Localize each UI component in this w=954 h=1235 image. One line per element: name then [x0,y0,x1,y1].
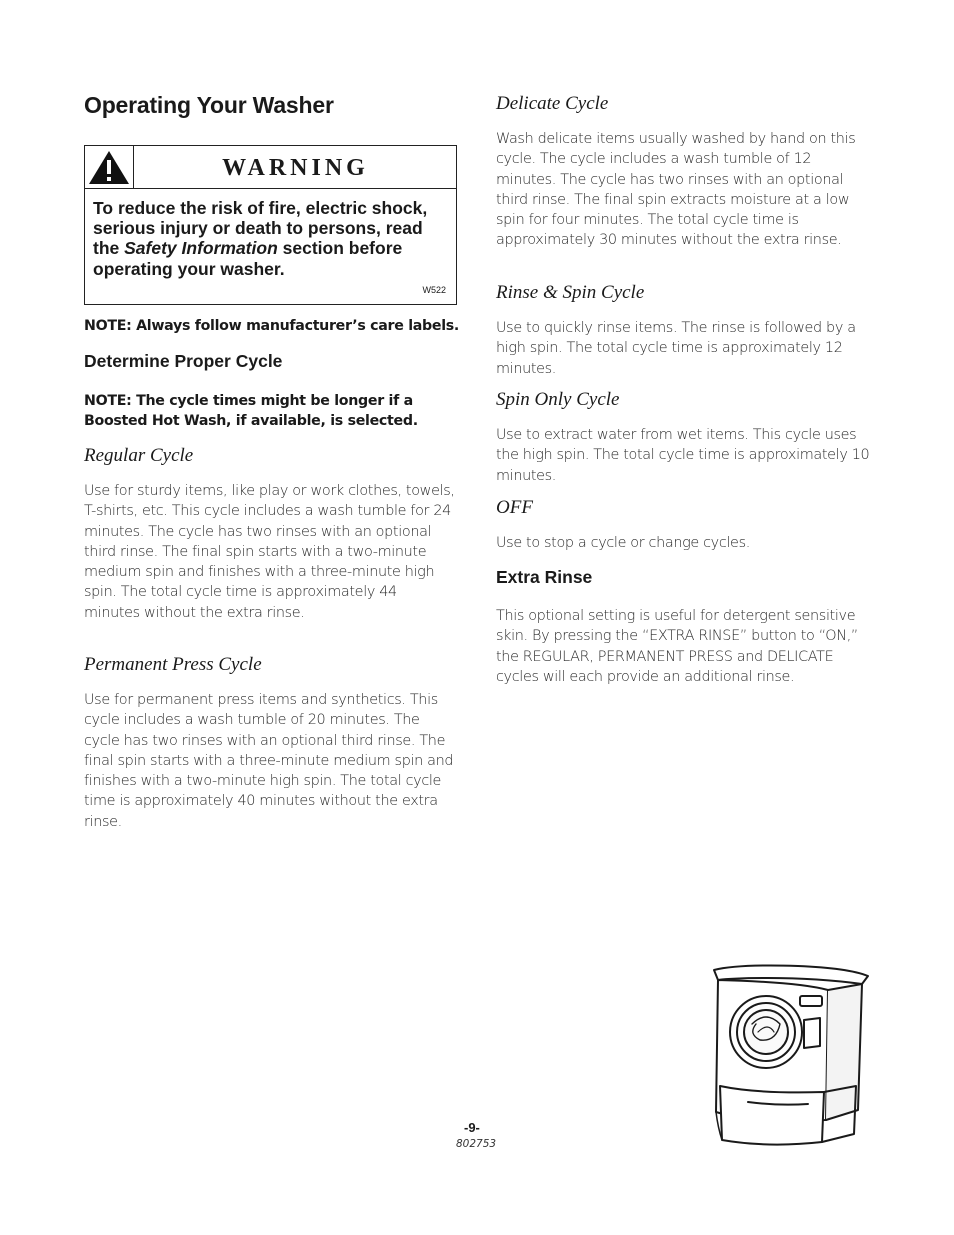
warning-box [84,145,457,305]
extra-rinse-heading: Extra Rinse [496,567,593,587]
warning-icon-cell [85,146,134,188]
rinse-spin-title: Rinse & Spin Cycle [496,282,645,303]
safety-information-reference: Safety Information [124,238,278,259]
document-number: 802753 [456,1138,497,1150]
extra-rinse-text: This optional setting is useful for detergent sensitive skin. By pressing the “EXTRA RINSE” button to “ON,” the REGULAR, PERMANENT PRESS and DELICATE cycles will each provide an additional rinse. [496,608,859,685]
delicate-cycle-title: Delicate Cycle [496,93,609,114]
regular-cycle-title: Regular Cycle [84,445,194,466]
warning-header [85,146,456,189]
warning-label: WARNING [222,155,369,181]
rinse-spin-text: Use to quickly rinse items. The rinse is followed by a high spin. The total cycle time is approximately 12 minutes. [496,320,856,377]
warning-triangle-icon [85,146,133,188]
note-care-labels: NOTE: Always follow manufacturer’s care labels. [84,318,460,334]
off-title: OFF [496,497,533,518]
page-number: -9- [464,1120,480,1135]
warning-text: To reduce the risk of fire, electric shock, serious injury or death to persons, read the Safety Information section before operating your washer. [93,198,428,279]
regular-cycle-text: Use for sturdy items, like play or work clothes, towels, T-shirts, etc. This cycle includes a wash tumble for 24 minutes. The cycle has two rinses with an optional third rinse. The final spin starts with a two-minute medium spin and finishes with a three-minute high spin. The total cycle time is approximately 44 minutes without the extra rinse. [84,483,455,621]
off-text: Use to stop a cycle or change cycles. [496,535,750,551]
permanent-press-title: Permanent Press Cycle [84,654,262,675]
delicate-cycle-text: Wash delicate items usually washed by hand on this cycle. The cycle includes a wash tumble of 12 minutes. The cycle has two rinses with an optional third rinse. The final spin extracts moisture at a low spin for four minutes. The total cycle time is approximately 30 minutes without the extra rinse. [496,131,856,249]
determine-cycle-heading: Determine Proper Cycle [84,351,283,371]
page-title: Operating Your Washer [84,92,334,118]
spin-only-title: Spin Only Cycle [496,389,620,410]
warning-code: W522 [422,285,446,295]
washer-illustration [708,962,878,1160]
permanent-press-text: Use for permanent press items and synthetics. This cycle includes a wash tumble of 20 minutes. The cycle has two rinses with an optional third rinse. The final spin starts with a three-minute medium spin and finishes with a two-minute high spin. The total cycle time is approximately 40 minutes without the extra rinse. [84,692,454,830]
spin-only-text: Use to extract water from wet items. This cycle uses the high spin. The total cycle time is approximately 10 minutes. [496,427,870,484]
note-cycle-times: NOTE: The cycle times might be longer if a Boosted Hot Wash, if available, is selected. [84,393,418,429]
